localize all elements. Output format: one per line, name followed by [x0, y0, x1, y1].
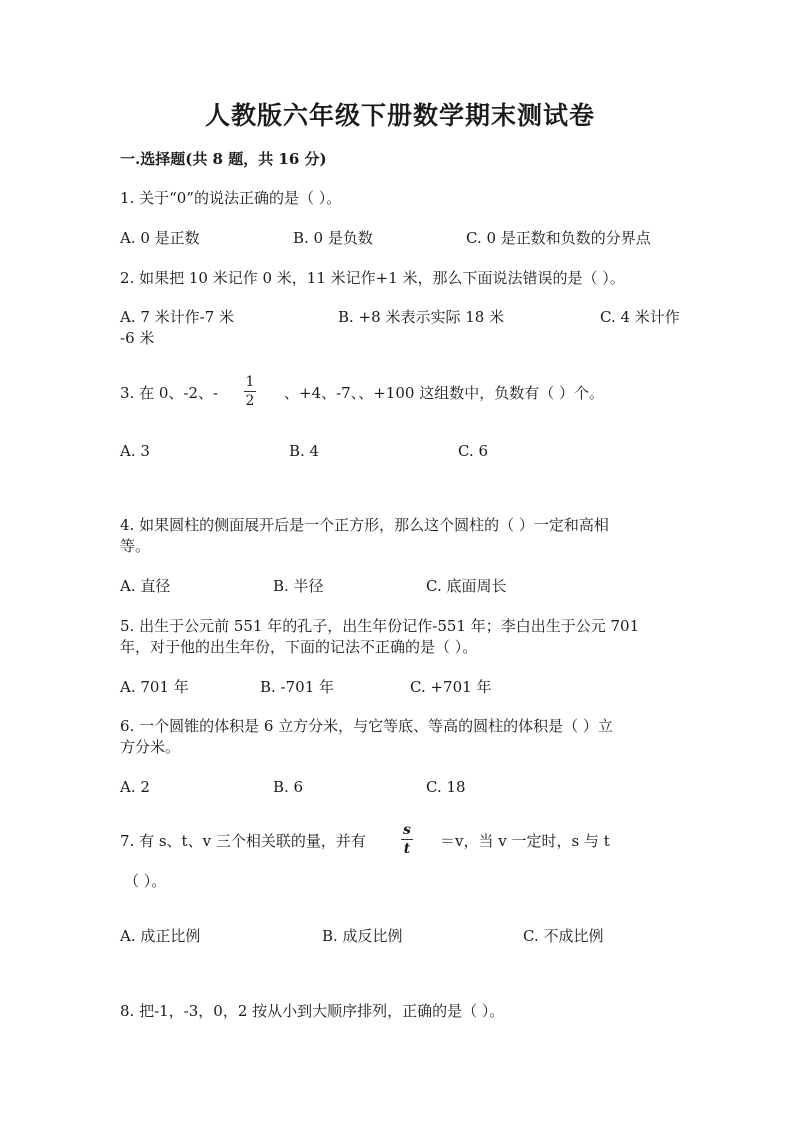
- question-7-line2: （ ）。: [124, 872, 167, 890]
- page-title: 人教版六年级下册数学期末测试卷: [204, 101, 595, 130]
- question-8: 8. 把-1，-3，0，2 按从小到大顺序排列，正确的是（ ）。: [120, 1002, 505, 1020]
- q6-option-a[interactable]: A. 2: [120, 778, 150, 796]
- q6-option-c[interactable]: C. 18: [426, 778, 466, 796]
- question-6-line2: 方分米。: [120, 738, 181, 756]
- q1-option-c[interactable]: C. 0 是正数和负数的分界点: [466, 229, 651, 247]
- q2-option-c-continued: -6 米: [120, 329, 155, 347]
- q3-fraction-numerator: 1: [245, 374, 255, 390]
- question-5-line2: 年，对于他的出生年份，下面的记法不正确的是（ ）。: [120, 638, 478, 656]
- question-3-start: 3. 在 0、-2、-: [120, 384, 219, 402]
- q4-option-a[interactable]: A. 直径: [120, 577, 171, 595]
- question-7-end: ＝v，当 v 一定时，s 与 t: [440, 832, 610, 850]
- q3-fraction: [244, 374, 256, 409]
- q7-option-a[interactable]: A. 成正比例: [120, 927, 201, 945]
- question-4-line1: 4. 如果圆柱的侧面展开后是一个正方形，那么这个圆柱的（ ）一定和高相: [120, 516, 609, 534]
- question-4-line2: 等。: [120, 537, 151, 555]
- q2-option-c[interactable]: C. 4 米计作: [600, 308, 680, 326]
- q5-option-b[interactable]: B. -701 年: [260, 678, 335, 696]
- q3-option-b[interactable]: B. 4: [289, 442, 320, 460]
- question-1: 1. 关于“0”的说法正确的是（ ）。: [120, 189, 342, 207]
- question-7-start: 7. 有 s、t、v 三个相关联的量，并有: [120, 832, 366, 850]
- q7-option-c[interactable]: C. 不成比例: [523, 927, 604, 945]
- section-heading: 一.选择题(共 8 题，共 16 分): [120, 150, 327, 168]
- q4-option-b[interactable]: B. 半径: [273, 577, 324, 595]
- q3-fraction-denominator: 2: [245, 393, 255, 409]
- q7-fraction-bar: [401, 839, 413, 840]
- q3-option-a[interactable]: A. 3: [120, 442, 150, 460]
- question-5-line1: 5. 出生于公元前 551 年的孔子，出生年份记作-551 年；李白出生于公元 701: [120, 617, 640, 635]
- q4-option-c[interactable]: C. 底面周长: [426, 577, 507, 595]
- q2-option-a[interactable]: A. 7 米计作-7 米: [120, 308, 235, 326]
- q2-option-b[interactable]: B. +8 米表示实际 18 米: [338, 308, 505, 326]
- q6-option-b[interactable]: B. 6: [273, 778, 304, 796]
- q7-fraction-denominator: t: [403, 841, 411, 857]
- q5-option-c[interactable]: C. +701 年: [410, 678, 492, 696]
- q5-option-a[interactable]: A. 701 年: [120, 678, 189, 696]
- q1-option-b[interactable]: B. 0 是负数: [293, 229, 373, 247]
- q7-option-b[interactable]: B. 成反比例: [322, 927, 403, 945]
- question-2: 2. 如果把 10 米记作 0 米，11 米记作+1 米，那么下面说法错误的是（ ）。: [120, 269, 625, 287]
- question-6-line1: 6. 一个圆锥的体积是 6 立方分米，与它等底、等高的圆柱的体积是（ ）立: [120, 717, 613, 735]
- q3-option-c[interactable]: C. 6: [458, 442, 489, 460]
- q1-option-a[interactable]: A. 0 是正数: [120, 229, 200, 247]
- q3-fraction-bar: [244, 391, 256, 392]
- question-3-end: 、+4、-7、、+100 这组数中，负数有（ ）个。: [284, 384, 604, 402]
- q7-fraction-numerator: s: [403, 822, 411, 838]
- q7-fraction: [401, 822, 413, 857]
